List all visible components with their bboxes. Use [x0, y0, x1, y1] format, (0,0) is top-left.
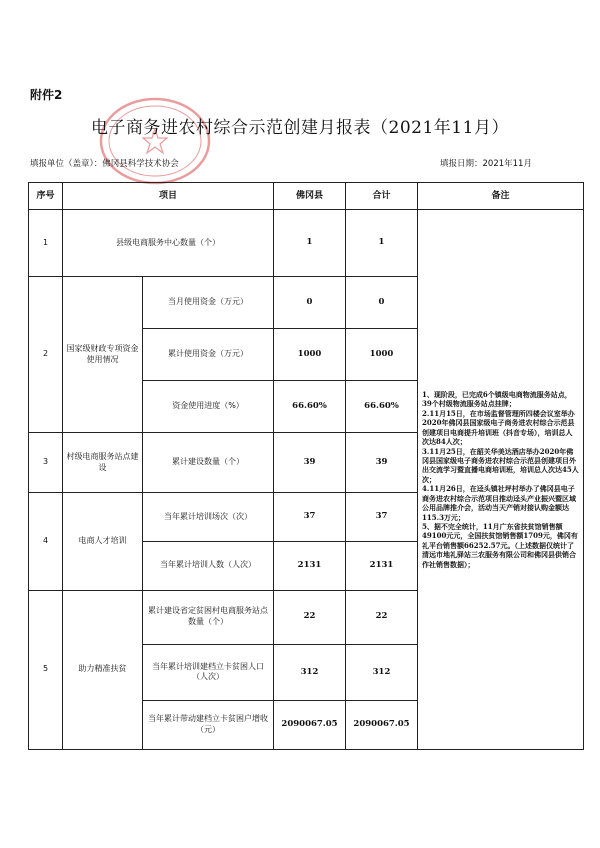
row-item: 当月使用资金（万元） [143, 277, 274, 329]
row-county-value: 22 [274, 590, 346, 644]
row-item: 当年累计带动建档立卡贫困户增收（元） [143, 701, 274, 750]
row-item: 县级电商服务中心数量（个） [63, 210, 274, 277]
row-category: 电商人才培训 [63, 493, 143, 591]
row-total-value: 1 [346, 210, 418, 277]
row-total-value: 66.60% [346, 381, 418, 433]
row-item: 当年累计培训建档立卡贫困人口（人次） [143, 644, 274, 700]
row-seq: 1 [29, 210, 63, 277]
row-total-value: 37 [346, 493, 418, 542]
row-county-value: 2131 [274, 541, 346, 590]
row-county-value: 66.60% [274, 381, 346, 433]
attachment-label: 附件2 [30, 88, 63, 102]
row-item: 累计建设数量（个） [143, 433, 274, 493]
report-title: 电子商务进农村综合示范创建月报表（2021年11月） [91, 118, 509, 138]
row-item: 累计使用资金（万元） [143, 329, 274, 381]
reporting-unit [30, 157, 179, 169]
row-total-value: 1000 [346, 329, 418, 381]
row-seq: 3 [29, 433, 63, 493]
row-seq: 5 [29, 590, 63, 749]
row-county-value: 37 [274, 493, 346, 542]
remarks-cell: 1、现阶段，已完成6个镇级电商物流服务站点，39个村级物流服务站点挂牌； 2.11月15日，在市场监督管理所四楼会议室举办2020年佛冈县国家级电子商务进农村综合示范县创建项目电商提升培训班（抖音专场），培训总人次达84人次； 3.11月25日，在韶关华美达酒店举办2020年佛冈县国家级电子商务进农村综合示范县创建项目外出交流学习暨直播电商培训班，培训总人次达45人次； 4.11月26日，在迳头镇社坪村举办了佛冈县电子商务进农村综合示范项目推动迳头产业振兴暨区域公用品牌推介会，活动当天产销对接认购金额达115.3万元； 5、据不完全统计，11月广东省扶贫馆销售额49100元元，全国扶贫馆销售额1709元，佛冈有礼平台销售额66252.57元。（上述数据仅统计了清远市地礼驿站三农服务有限公司和佛冈县供销合作社销售数据）； [418, 210, 584, 750]
row-county-value: 312 [274, 644, 346, 700]
row-total-value: 0 [346, 277, 418, 329]
row-county-value: 1 [274, 210, 346, 277]
row-item: 资金使用进度（%） [143, 381, 274, 433]
header-item: 项目 [63, 183, 274, 210]
table-row [29, 210, 584, 277]
reporting-unit-value: 佛冈县科学技术协会 [102, 159, 179, 169]
monthly-report-table [28, 182, 584, 750]
reporting-date-label: 填报日期： [440, 159, 483, 169]
row-category: 村级电商服务站点建设 [63, 433, 143, 493]
header-remark: 备注 [418, 183, 584, 210]
row-item: 当年累计培训人数（人次） [143, 541, 274, 590]
row-county-value: 39 [274, 433, 346, 493]
row-total-value: 2131 [346, 541, 418, 590]
row-county-value: 1000 [274, 329, 346, 381]
row-total-value: 2090067.05 [346, 701, 418, 750]
row-total-value: 39 [346, 433, 418, 493]
header-seq: 序号 [29, 183, 63, 210]
row-item: 累计建设省定贫困村电商服务站点数量（个） [143, 590, 274, 644]
row-total-value: 312 [346, 644, 418, 700]
row-item: 当年累计培训场次（次） [143, 493, 274, 542]
reporting-unit-label: 填报单位（盖章）： [30, 159, 103, 169]
row-county-value: 0 [274, 277, 346, 329]
row-seq: 2 [29, 277, 63, 433]
reporting-date-value: 2021年11月 [482, 159, 532, 169]
row-total-value: 22 [346, 590, 418, 644]
official-seal-icon [96, 93, 214, 189]
row-county-value: 2090067.05 [274, 701, 346, 750]
header-county: 佛冈县 [274, 183, 346, 210]
row-seq: 4 [29, 493, 63, 591]
row-category: 国家级财政专项资金使用情况 [63, 277, 143, 433]
table-header-row [29, 183, 584, 210]
reporting-date [440, 157, 532, 169]
header-total: 合计 [346, 183, 418, 210]
row-category: 助力精准扶贫 [63, 590, 143, 749]
